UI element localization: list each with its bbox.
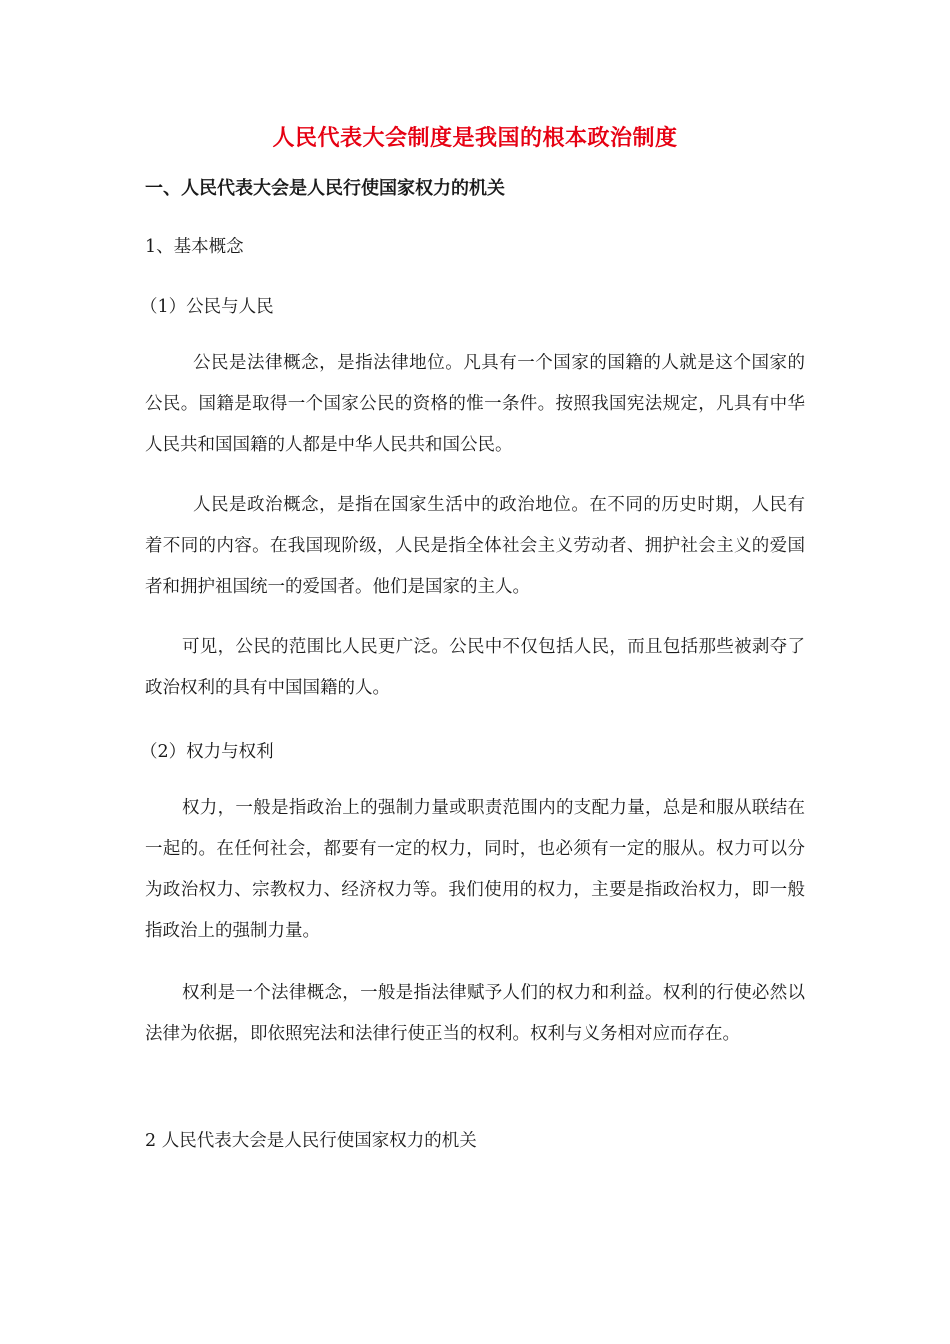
document-title: 人民代表大会制度是我国的根本政治制度 bbox=[272, 126, 678, 151]
subsection-heading-2: 2 人民代表大会是人民行使国家权力的机关 bbox=[145, 1131, 477, 1151]
item-heading-citizen-people: （1）公民与人民 bbox=[140, 297, 274, 317]
subsection-heading-1: 1、基本概念 bbox=[145, 237, 244, 257]
item-heading-power-right: （2）权力与权利 bbox=[140, 742, 274, 762]
paragraph-power: 权力，一般是指政治上的强制力量或职责范围内的支配力量，总是和服从联结在一起的。在任何社会，都要有一定的权力，同时，也必须有一定的服从。权力可以分为政治权力、宗教权力、经济权力等。我们使用的权力，主要是指政治权力，即一般指政治上的强制力量。 bbox=[145, 798, 805, 941]
paragraph-people: 人民是政治概念，是指在国家生活中的政治地位。在不同的历史时期，人民有着不同的内容。在我国现阶级，人民是指全体社会主义劳动者、拥护社会主义的爱国者和拥护祖国统一的爱国者。他们是国家的主人。 bbox=[145, 495, 805, 597]
paragraph-citizen: 公民是法律概念，是指法律地位。凡具有一个国家的国籍的人就是这个国家的公民。国籍是取得一个国家公民的资格的惟一条件。按照我国宪法规定，凡具有中华人民共和国国籍的人都是中华人民共和国公民。 bbox=[145, 353, 805, 455]
paragraph-right: 权利是一个法律概念，一般是指法律赋予人们的权力和利益。权利的行使必然以法律为依据，即依照宪法和法律行使正当的权利。权利与义务相对应而存在。 bbox=[145, 983, 805, 1044]
paragraph-comparison: 可见，公民的范围比人民更广泛。公民中不仅包括人民，而且包括那些被剥夺了政治权利的具有中国国籍的人。 bbox=[145, 637, 805, 698]
section-heading-1: 一、人民代表大会是人民行使国家权力的机关 bbox=[145, 178, 505, 199]
